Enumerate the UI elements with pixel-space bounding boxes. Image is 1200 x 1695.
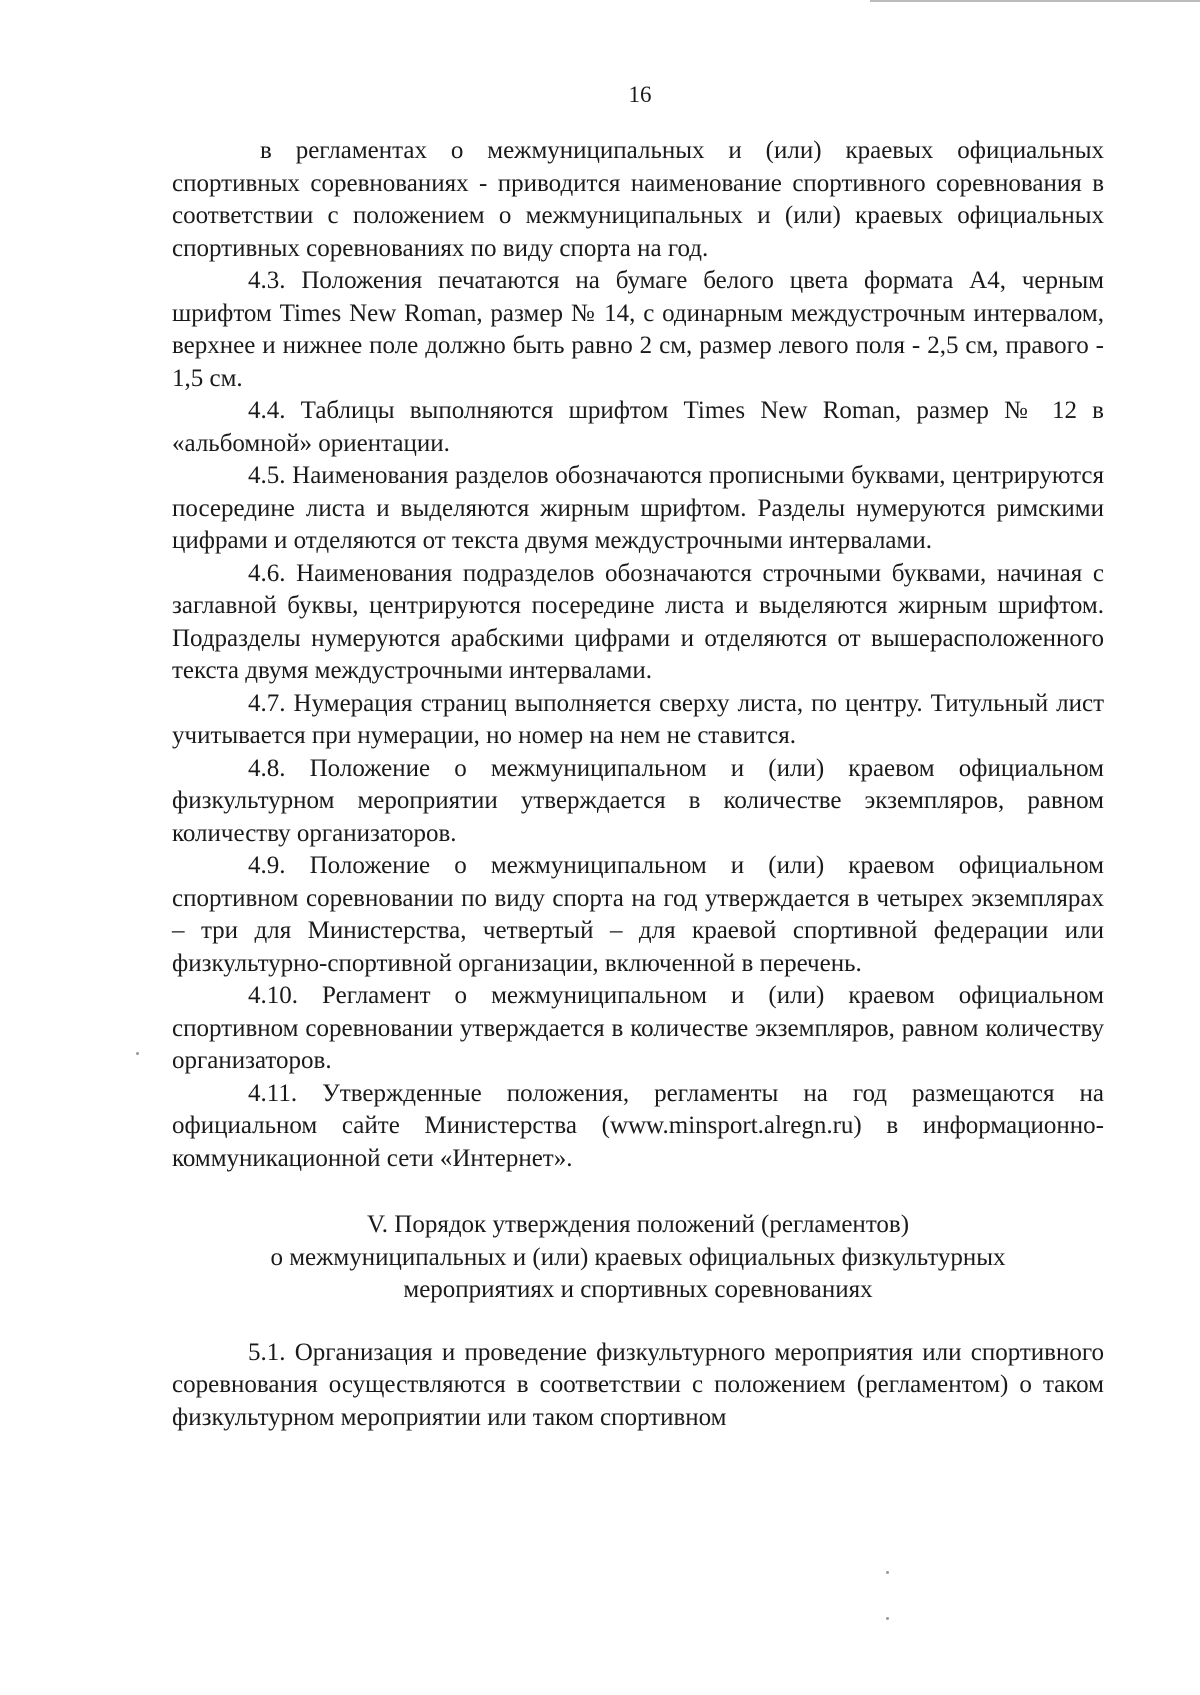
paragraph-4-7: 4.7. Нумерация страниц выполняется сверху листа, по центру. Титульный лист учитывается при нумерации, но номер на нем не ставится. [172, 689, 1104, 749]
scan-speck [886, 1571, 889, 1574]
section-heading-line-1: V. Порядок утверждения положений (регламентов) [366, 1211, 910, 1238]
scan-edge-line [870, 0, 1200, 2]
paragraph-continuation: в регламентах о межмуниципальных и (или) краевых официальных спортивных соревнованиях - приводится наименование спортивного соревнования в соответствии с положением о межмуниципальных и (или) краевых официальных спортивных соревнованиях по виду спорта на год. [172, 137, 1104, 262]
page-number: 16 [628, 82, 652, 107]
section-heading-line-3: мероприятиях и спортивных соревнованиях [403, 1276, 873, 1303]
scan-speck [136, 1052, 139, 1055]
paragraph-5-1: 5.1. Организация и проведение физкультурного мероприятия или спортивного соревнования осуществляются в соответствии с положением (регламентом) о таком физкультурном мероприятии или таком спортивном [172, 1338, 1104, 1431]
paragraph-4-9: 4.9. Положение о межмуниципальном и (или) краевом официальном спортивном соревновании по виду спорта на год утверждается в четырех экземплярах – три для Министерства, четвертый – для краевой спортивной федерации или физкультурно-спортивной организации, включенной в перечень. [172, 852, 1104, 977]
paragraph-4-11: 4.11. Утвержденные положения, регламенты на год размещаются на официальном сайте Министерства (www.minsport.alregn.ru) в информационно-коммуникационной сети «Интернет». [172, 1079, 1104, 1172]
scan-speck [886, 1617, 889, 1620]
paragraph-4-4: 4.4. Таблицы выполняются шрифтом Times New Roman, размер № 12 в «альбомной» ориентации. [172, 397, 1104, 457]
document-body [172, 135, 1104, 1434]
section-heading [172, 1209, 1104, 1307]
paragraph-4-6: 4.6. Наименования подразделов обозначаются строчными буквами, начиная с заглавной буквы, центрируются посередине листа и выделяются жирным шрифтом. Подразделы нумеруются арабскими цифрами и отделяются от вышерасположенного текста двумя междустрочными интервалами. [172, 559, 1104, 684]
paragraph-4-10: 4.10. Регламент о межмуниципальном и (или) краевом официальном спортивном соревновании утверждается в количестве экземпляров, равном количеству организаторов. [172, 982, 1104, 1074]
paragraph-4-8: 4.8. Положение о межмуниципальном и (или) краевом официальном физкультурном мероприятии утверждается в количестве экземпляров, равном количеству организаторов. [172, 754, 1104, 847]
paragraph-4-5: 4.5. Наименования разделов обозначаются прописными буквами, центрируются посередине листа и выделяются жирным шрифтом. Разделы нумеруются римскими цифрами и отделяются от текста двумя междустрочными интервалами. [172, 462, 1104, 554]
paragraph-4-3: 4.3. Положения печатаются на бумаге белого цвета формата А4, черным шрифтом Times New Roman, размер № 14, с одинарным междустрочным интервалом, верхнее и нижнее поле должно быть равно 2 см, размер левого поля - 2,5 см, правого - 1,5 см. [172, 267, 1104, 392]
section-heading-line-2: о межмуниципальных и (или) краевых официальных физкультурных [270, 1243, 1006, 1271]
